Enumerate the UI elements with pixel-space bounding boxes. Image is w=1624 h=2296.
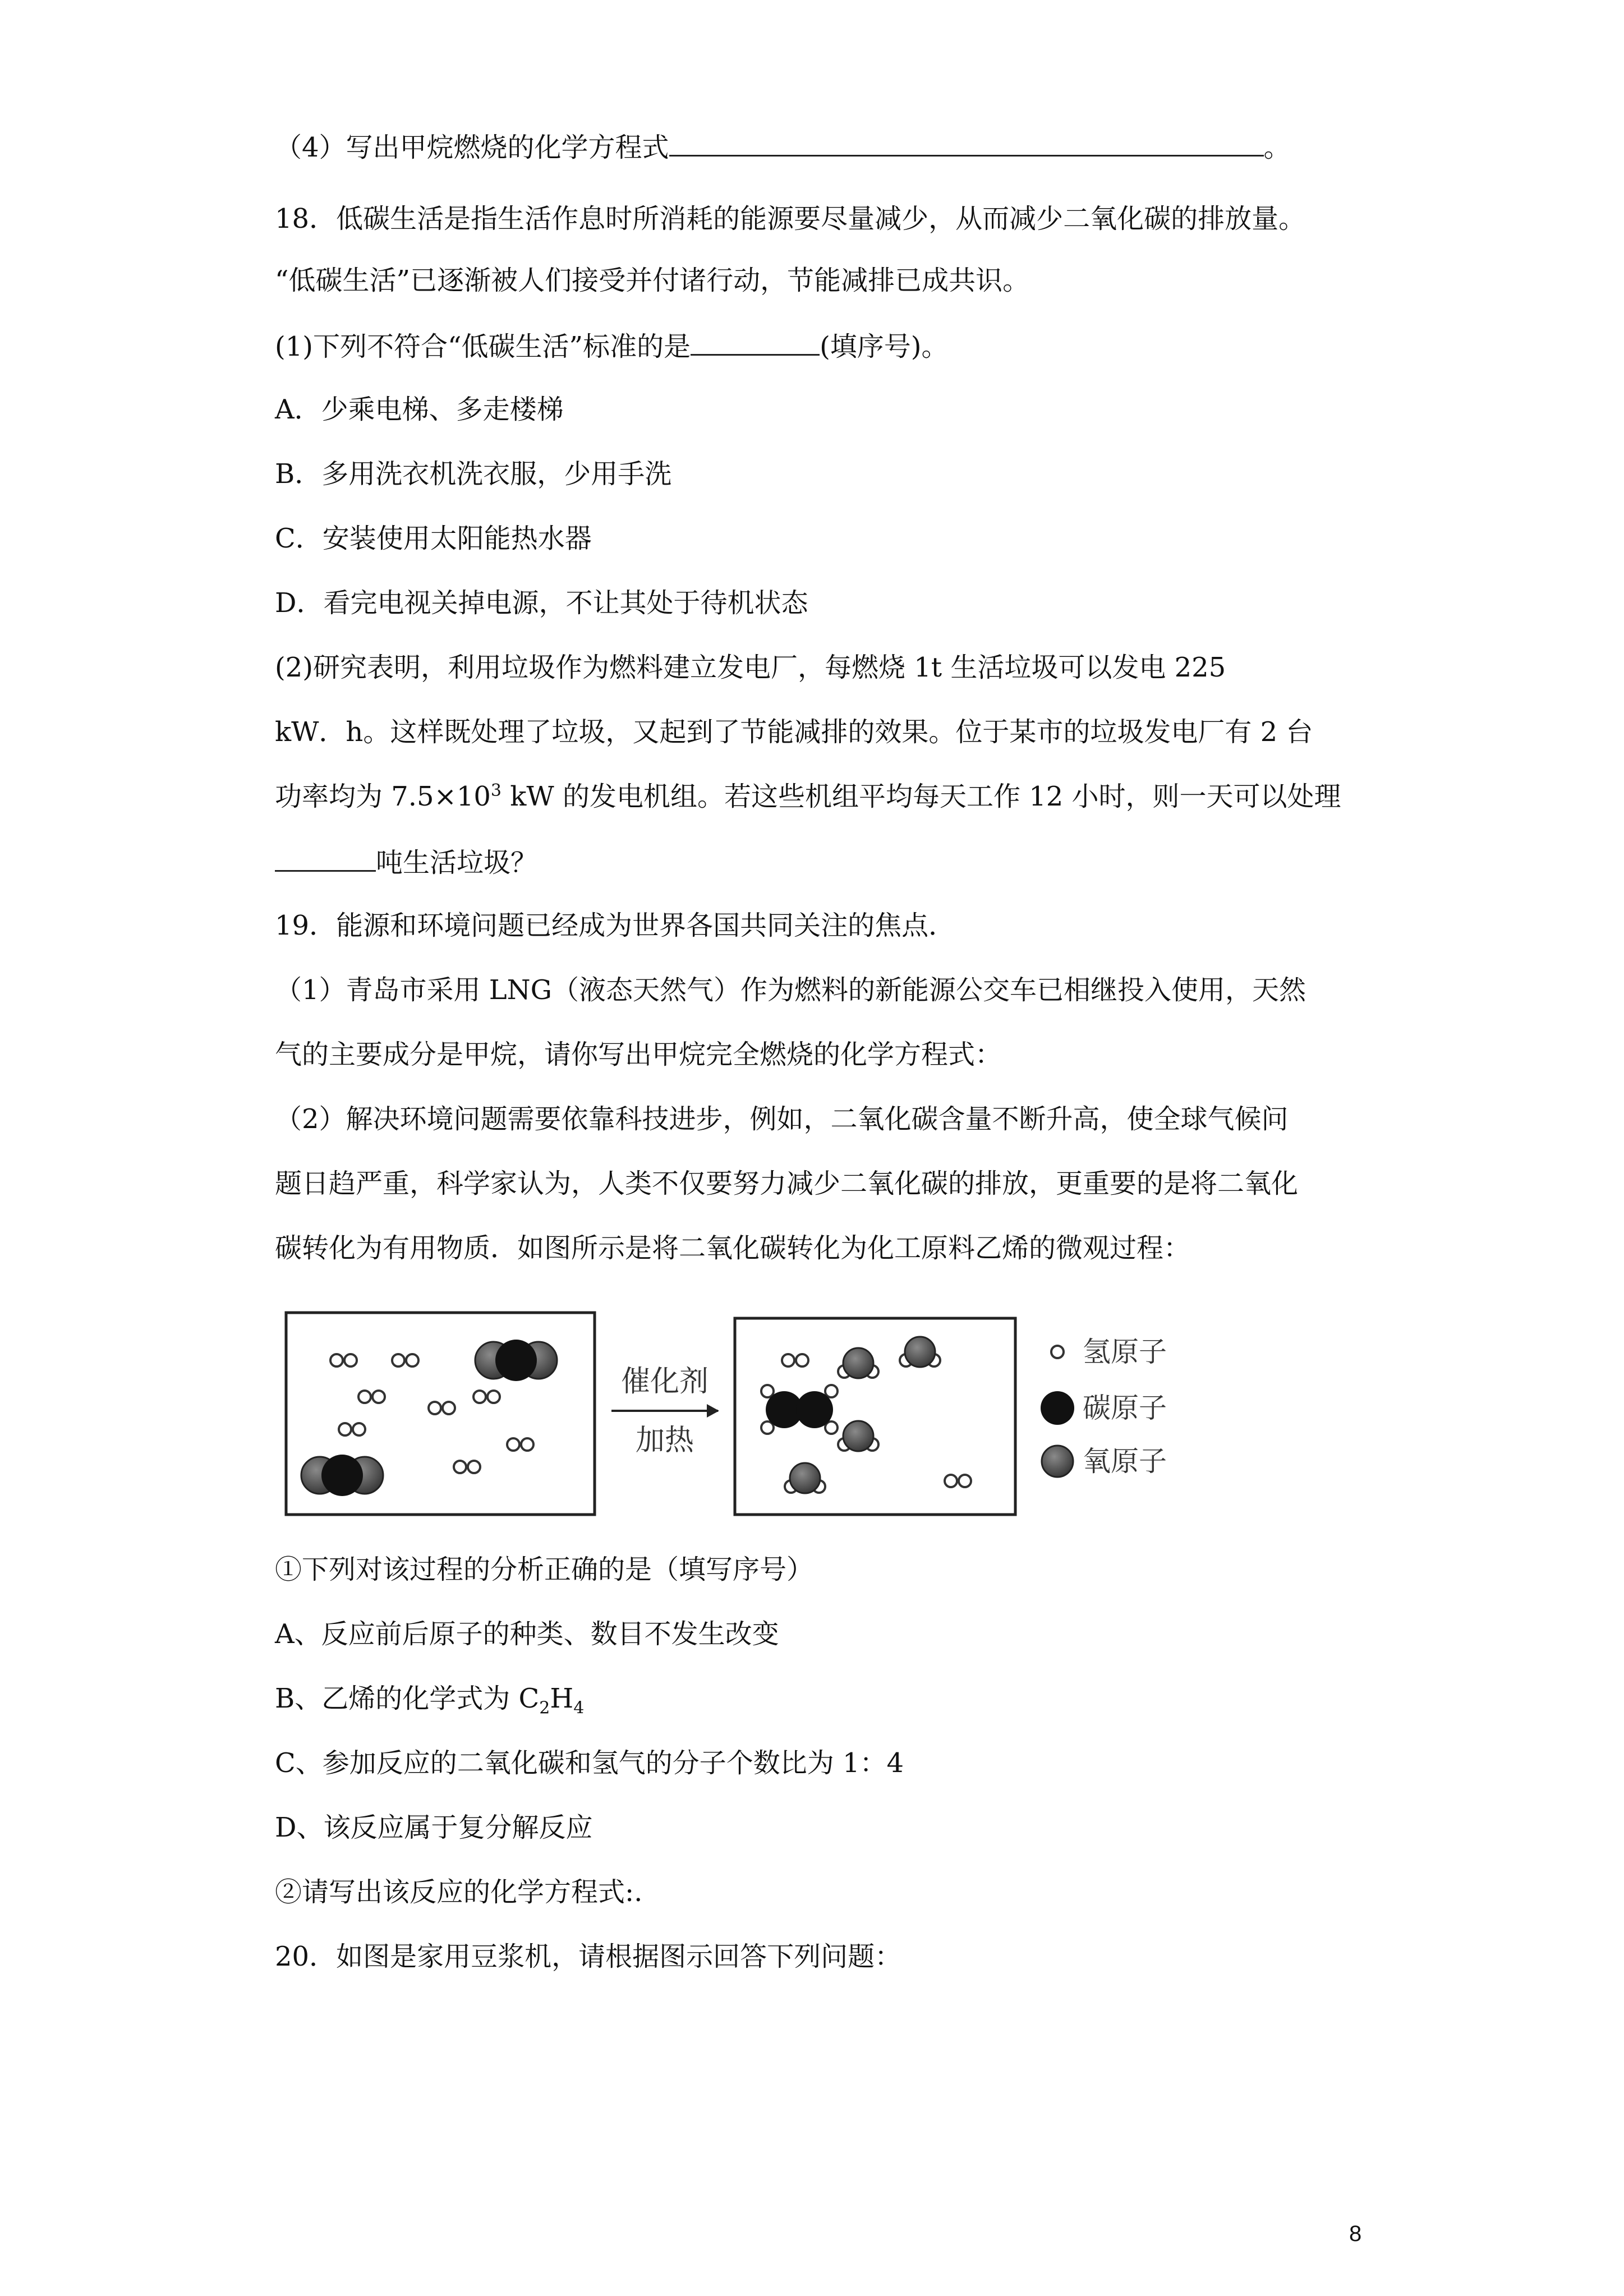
- q18-part2-line2: kW．h。这样既处理了垃圾，又起到了节能减排的效果。位于某市的垃圾发电厂有 2 台: [275, 716, 1313, 748]
- q18-part2-line1: (2)研究表明，利用垃圾作为燃料建立发电厂，每燃烧 1t 生活垃圾可以发电 225: [275, 652, 1226, 683]
- q17-item4: （4）写出甲烷燃烧的化学方程式 。: [275, 129, 1291, 164]
- q19-option-a: A、反应前后原子的种类、数目不发生改变: [275, 1618, 779, 1650]
- product-ethylene-molecule: [761, 1385, 838, 1434]
- q18-option-a: A．少乘电梯、多走楼梯: [275, 394, 564, 425]
- legend-oxygen-icon: [1042, 1446, 1073, 1477]
- legend: [1041, 1336, 1167, 1478]
- answer-blank: [691, 328, 820, 356]
- reaction-diagram: [280, 1307, 1223, 1520]
- q19-part1-line2: 气的主要成分是甲烷，请你写出甲烷完全燃烧的化学方程式：: [275, 1039, 1002, 1070]
- answer-blank: [669, 129, 1264, 157]
- q19-sub2: ②请写出该反应的化学方程式:.: [275, 1876, 643, 1908]
- legend-carbon-icon: [1041, 1391, 1074, 1425]
- arrow-label-catalyst: 催化剂: [620, 1365, 709, 1398]
- q19-sub1: ①下列对该过程的分析正确的是（填写序号）: [275, 1554, 814, 1585]
- arrow-label-heating: 加热: [635, 1424, 694, 1457]
- q19-part1-line1: （1）青岛市采用 LNG（液态天然气）作为燃料的新能源公交车已相继投入使用，天然: [275, 974, 1306, 1006]
- q19-part2-line3: 碳转化为有用物质．如图所示是将二氧化碳转化为化工原料乙烯的微观过程：: [275, 1232, 1191, 1264]
- answer-blank: [275, 844, 376, 872]
- page-number: 8: [1349, 2221, 1362, 2246]
- q20-stem: 20．如图是家用豆浆机，请根据图示回答下列问题：: [275, 1941, 902, 1972]
- reactant-co2-molecule-2: [301, 1455, 383, 1496]
- legend-oxygen-label: 氧原子: [1083, 1445, 1167, 1478]
- arrow-head-icon: [707, 1404, 719, 1418]
- q19-part2-line1: （2）解决环境问题需要依靠科技进步，例如，二氧化碳含量不断升高，使全球气候问: [275, 1103, 1289, 1135]
- q18-stem-line2: “低碳生活”已逐渐被人们接受并付诸行动，节能减排已成共识。: [275, 265, 1030, 296]
- legend-hydrogen-label: 氢原子: [1083, 1336, 1167, 1368]
- reaction-diagram-svg: [280, 1307, 1223, 1520]
- q18-option-b: B．多用洗衣机洗衣服，少用手洗: [275, 458, 672, 490]
- q18-part1: (1)下列不符合“低碳生活”标准的是 (填序号)。: [275, 328, 949, 364]
- reactant-co2-molecule-1: [475, 1340, 557, 1381]
- q19-stem: 19．能源和环境问题已经成为世界各国共同关注的焦点．: [275, 910, 956, 941]
- q18-stem-line1: 18．低碳生活是指生活作息时所消耗的能源要尽量减少，从而减少二氧化碳的排放量。: [275, 203, 1306, 234]
- q19-part2-line2: 题日趋严重，科学家认为，人类不仅要努力减少二氧化碳的排放，更重要的是将二氧化: [275, 1168, 1299, 1199]
- q18-option-d: D．看完电视关掉电源，不让其处于待机状态: [275, 587, 808, 619]
- q18-option-c: C．安装使用太阳能热水器: [275, 523, 592, 554]
- q18-part2-line4: 吨生活垃圾？: [275, 844, 537, 880]
- q19-option-c: C、参加反应的二氧化碳和氢气的分子个数比为 1：4: [275, 1747, 904, 1779]
- q19-option-b: B、乙烯的化学式为 $C_2H_4$: [275, 1683, 585, 1718]
- legend-carbon-label: 碳原子: [1083, 1392, 1167, 1424]
- q18-part2-line3: 功率均为 $7.5\times 10^3$ kW 的发电机组。若这些机组平均每天工作 12 小时，则一天可以处理: [275, 781, 1341, 812]
- legend-hydrogen-icon: [1051, 1346, 1064, 1358]
- q19-option-d: D、该反应属于复分解反应: [275, 1812, 593, 1843]
